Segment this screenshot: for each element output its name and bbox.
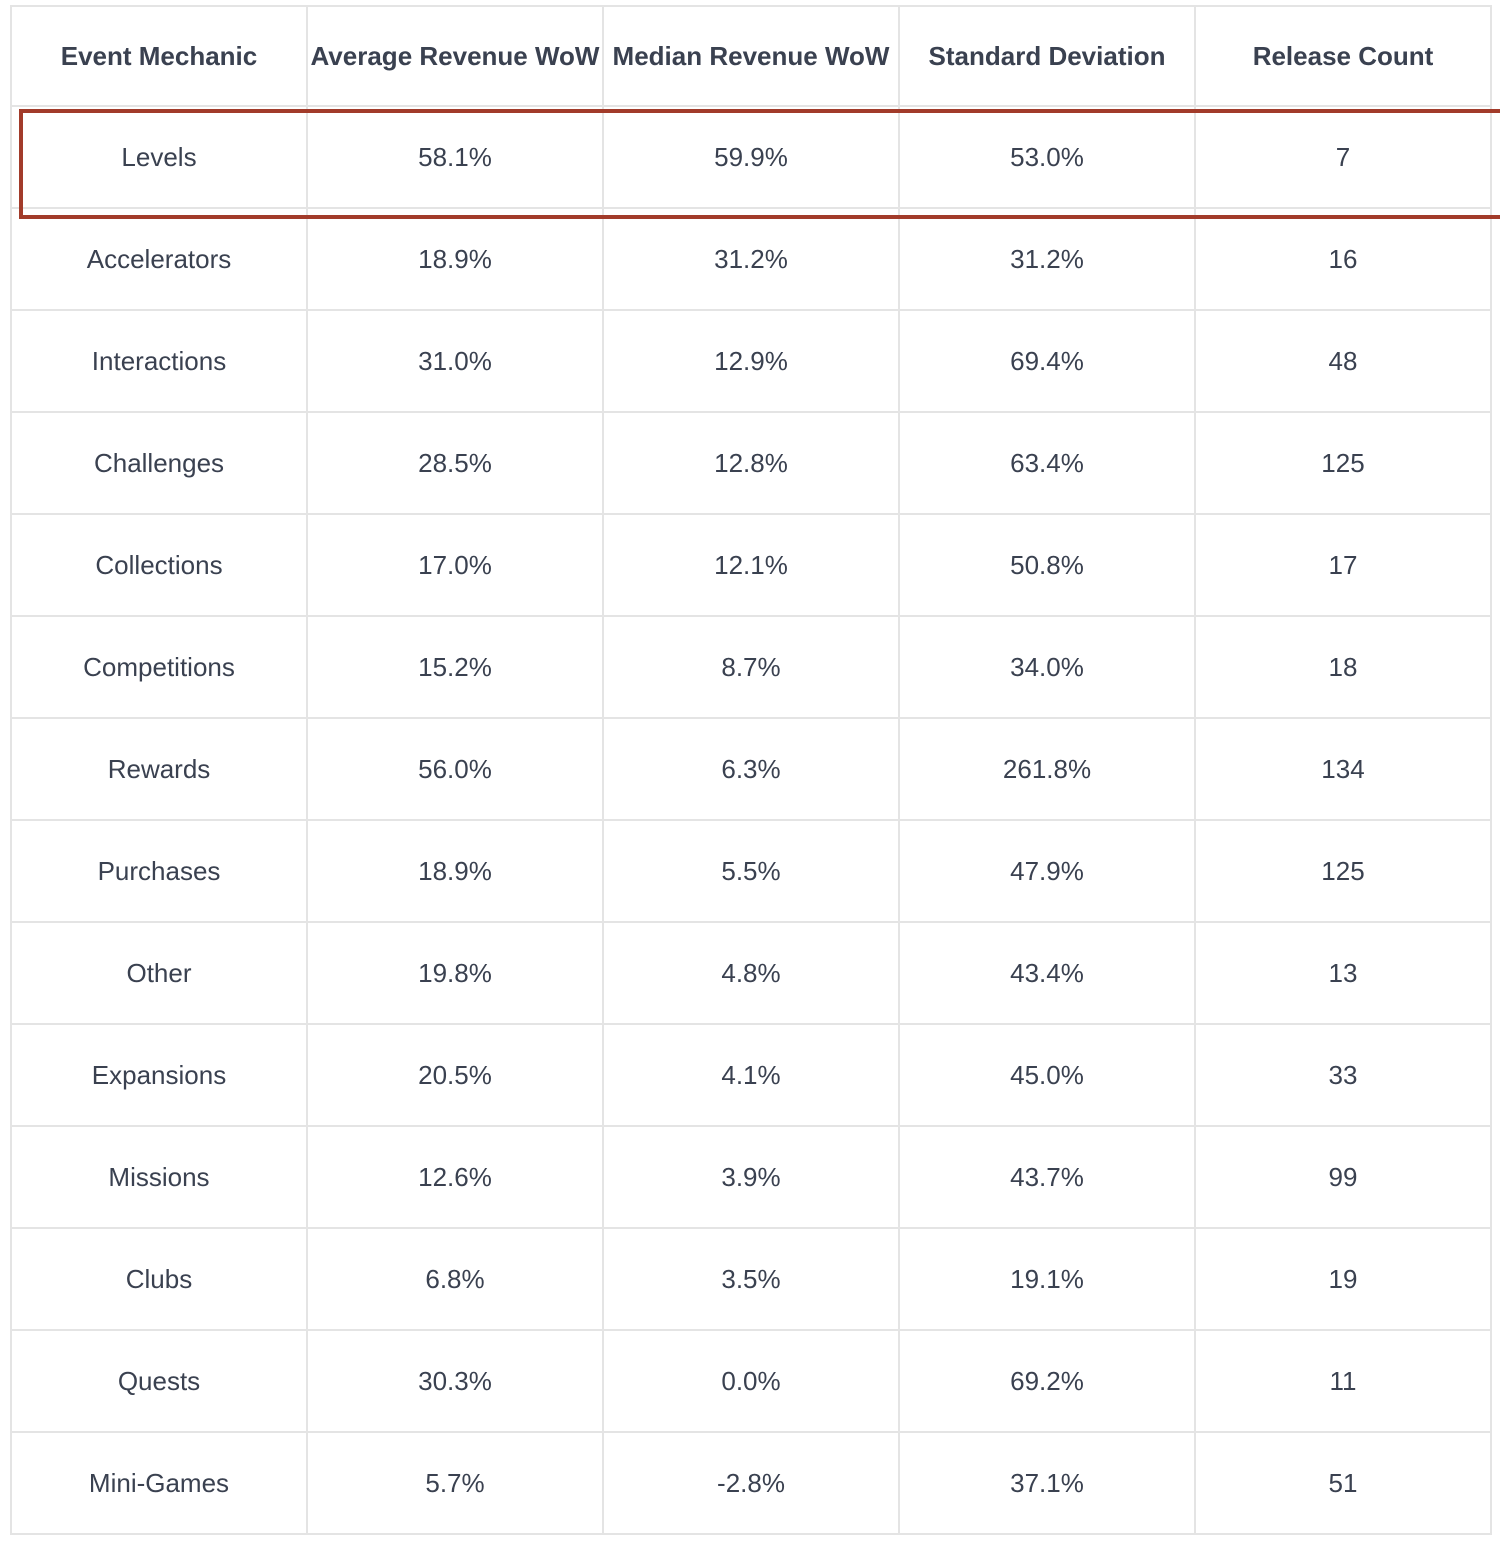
metric-cell: 99: [1195, 1126, 1491, 1228]
metric-cell: 6.3%: [603, 718, 899, 820]
event-mechanic-cell: Quests: [11, 1330, 307, 1432]
metric-cell: 17: [1195, 514, 1491, 616]
metric-cell: 12.8%: [603, 412, 899, 514]
table-row: [11, 1432, 1491, 1534]
metric-cell: 12.1%: [603, 514, 899, 616]
event-mechanic-cell: Competitions: [11, 616, 307, 718]
event-mechanic-cell: Challenges: [11, 412, 307, 514]
metric-cell: 19: [1195, 1228, 1491, 1330]
metric-cell: 125: [1195, 820, 1491, 922]
metric-cell: 6.8%: [307, 1228, 603, 1330]
metric-cell: 20.5%: [307, 1024, 603, 1126]
event-mechanic-cell: Interactions: [11, 310, 307, 412]
metric-cell: 5.7%: [307, 1432, 603, 1534]
column-header: Median Revenue WoW: [603, 6, 899, 106]
metric-cell: 3.5%: [603, 1228, 899, 1330]
table-row: [11, 1330, 1491, 1432]
metric-cell: 19.1%: [899, 1228, 1195, 1330]
metric-cell: 37.1%: [899, 1432, 1195, 1534]
table-row: [11, 310, 1491, 412]
event-mechanic-cell: Purchases: [11, 820, 307, 922]
event-mechanic-cell: Mini-Games: [11, 1432, 307, 1534]
table-row: [11, 1126, 1491, 1228]
metric-cell: 261.8%: [899, 718, 1195, 820]
data-table-container: [10, 5, 1490, 1535]
metric-cell: 11: [1195, 1330, 1491, 1432]
metric-cell: 18.9%: [307, 820, 603, 922]
event-mechanic-cell: Clubs: [11, 1228, 307, 1330]
metric-cell: 33: [1195, 1024, 1491, 1126]
table-row: [11, 514, 1491, 616]
table-row: [11, 208, 1491, 310]
event-mechanic-cell: Expansions: [11, 1024, 307, 1126]
metric-cell: 30.3%: [307, 1330, 603, 1432]
column-header: Release Count: [1195, 6, 1491, 106]
metric-cell: 17.0%: [307, 514, 603, 616]
metric-cell: 19.8%: [307, 922, 603, 1024]
event-mechanic-cell: Levels: [11, 106, 307, 208]
metric-cell: 15.2%: [307, 616, 603, 718]
metric-cell: -2.8%: [603, 1432, 899, 1534]
metric-cell: 31.0%: [307, 310, 603, 412]
event-mechanic-cell: Rewards: [11, 718, 307, 820]
metric-cell: 69.2%: [899, 1330, 1195, 1432]
table-header: [11, 6, 1491, 106]
metric-cell: 43.4%: [899, 922, 1195, 1024]
metric-cell: 134: [1195, 718, 1491, 820]
table-row: [11, 1024, 1491, 1126]
metric-cell: 125: [1195, 412, 1491, 514]
metric-cell: 50.8%: [899, 514, 1195, 616]
metric-cell: 13: [1195, 922, 1491, 1024]
metric-cell: 51: [1195, 1432, 1491, 1534]
metric-cell: 8.7%: [603, 616, 899, 718]
metric-cell: 18.9%: [307, 208, 603, 310]
metric-cell: 34.0%: [899, 616, 1195, 718]
metric-cell: 43.7%: [899, 1126, 1195, 1228]
table-row: [11, 412, 1491, 514]
metric-cell: 58.1%: [307, 106, 603, 208]
metric-cell: 53.0%: [899, 106, 1195, 208]
table-row: [11, 922, 1491, 1024]
table-row: [11, 1228, 1491, 1330]
event-mechanic-cell: Other: [11, 922, 307, 1024]
table-body: [11, 106, 1491, 1534]
event-mechanic-cell: Collections: [11, 514, 307, 616]
event-mechanic-table: [10, 5, 1492, 1535]
metric-cell: 45.0%: [899, 1024, 1195, 1126]
table-row: [11, 718, 1491, 820]
column-header: Average Revenue WoW: [307, 6, 603, 106]
metric-cell: 18: [1195, 616, 1491, 718]
metric-cell: 12.6%: [307, 1126, 603, 1228]
metric-cell: 48: [1195, 310, 1491, 412]
event-mechanic-cell: Accelerators: [11, 208, 307, 310]
metric-cell: 59.9%: [603, 106, 899, 208]
metric-cell: 7: [1195, 106, 1491, 208]
column-header: Standard Deviation: [899, 6, 1195, 106]
table-row: [11, 820, 1491, 922]
table-row-highlighted: [11, 106, 1491, 208]
metric-cell: 12.9%: [603, 310, 899, 412]
column-header: Event Mechanic: [11, 6, 307, 106]
metric-cell: 28.5%: [307, 412, 603, 514]
metric-cell: 47.9%: [899, 820, 1195, 922]
event-mechanic-cell: Missions: [11, 1126, 307, 1228]
metric-cell: 16: [1195, 208, 1491, 310]
metric-cell: 4.1%: [603, 1024, 899, 1126]
metric-cell: 31.2%: [899, 208, 1195, 310]
metric-cell: 31.2%: [603, 208, 899, 310]
header-row: [11, 6, 1491, 106]
metric-cell: 69.4%: [899, 310, 1195, 412]
metric-cell: 3.9%: [603, 1126, 899, 1228]
metric-cell: 56.0%: [307, 718, 603, 820]
metric-cell: 5.5%: [603, 820, 899, 922]
metric-cell: 4.8%: [603, 922, 899, 1024]
table-row: [11, 616, 1491, 718]
metric-cell: 63.4%: [899, 412, 1195, 514]
metric-cell: 0.0%: [603, 1330, 899, 1432]
